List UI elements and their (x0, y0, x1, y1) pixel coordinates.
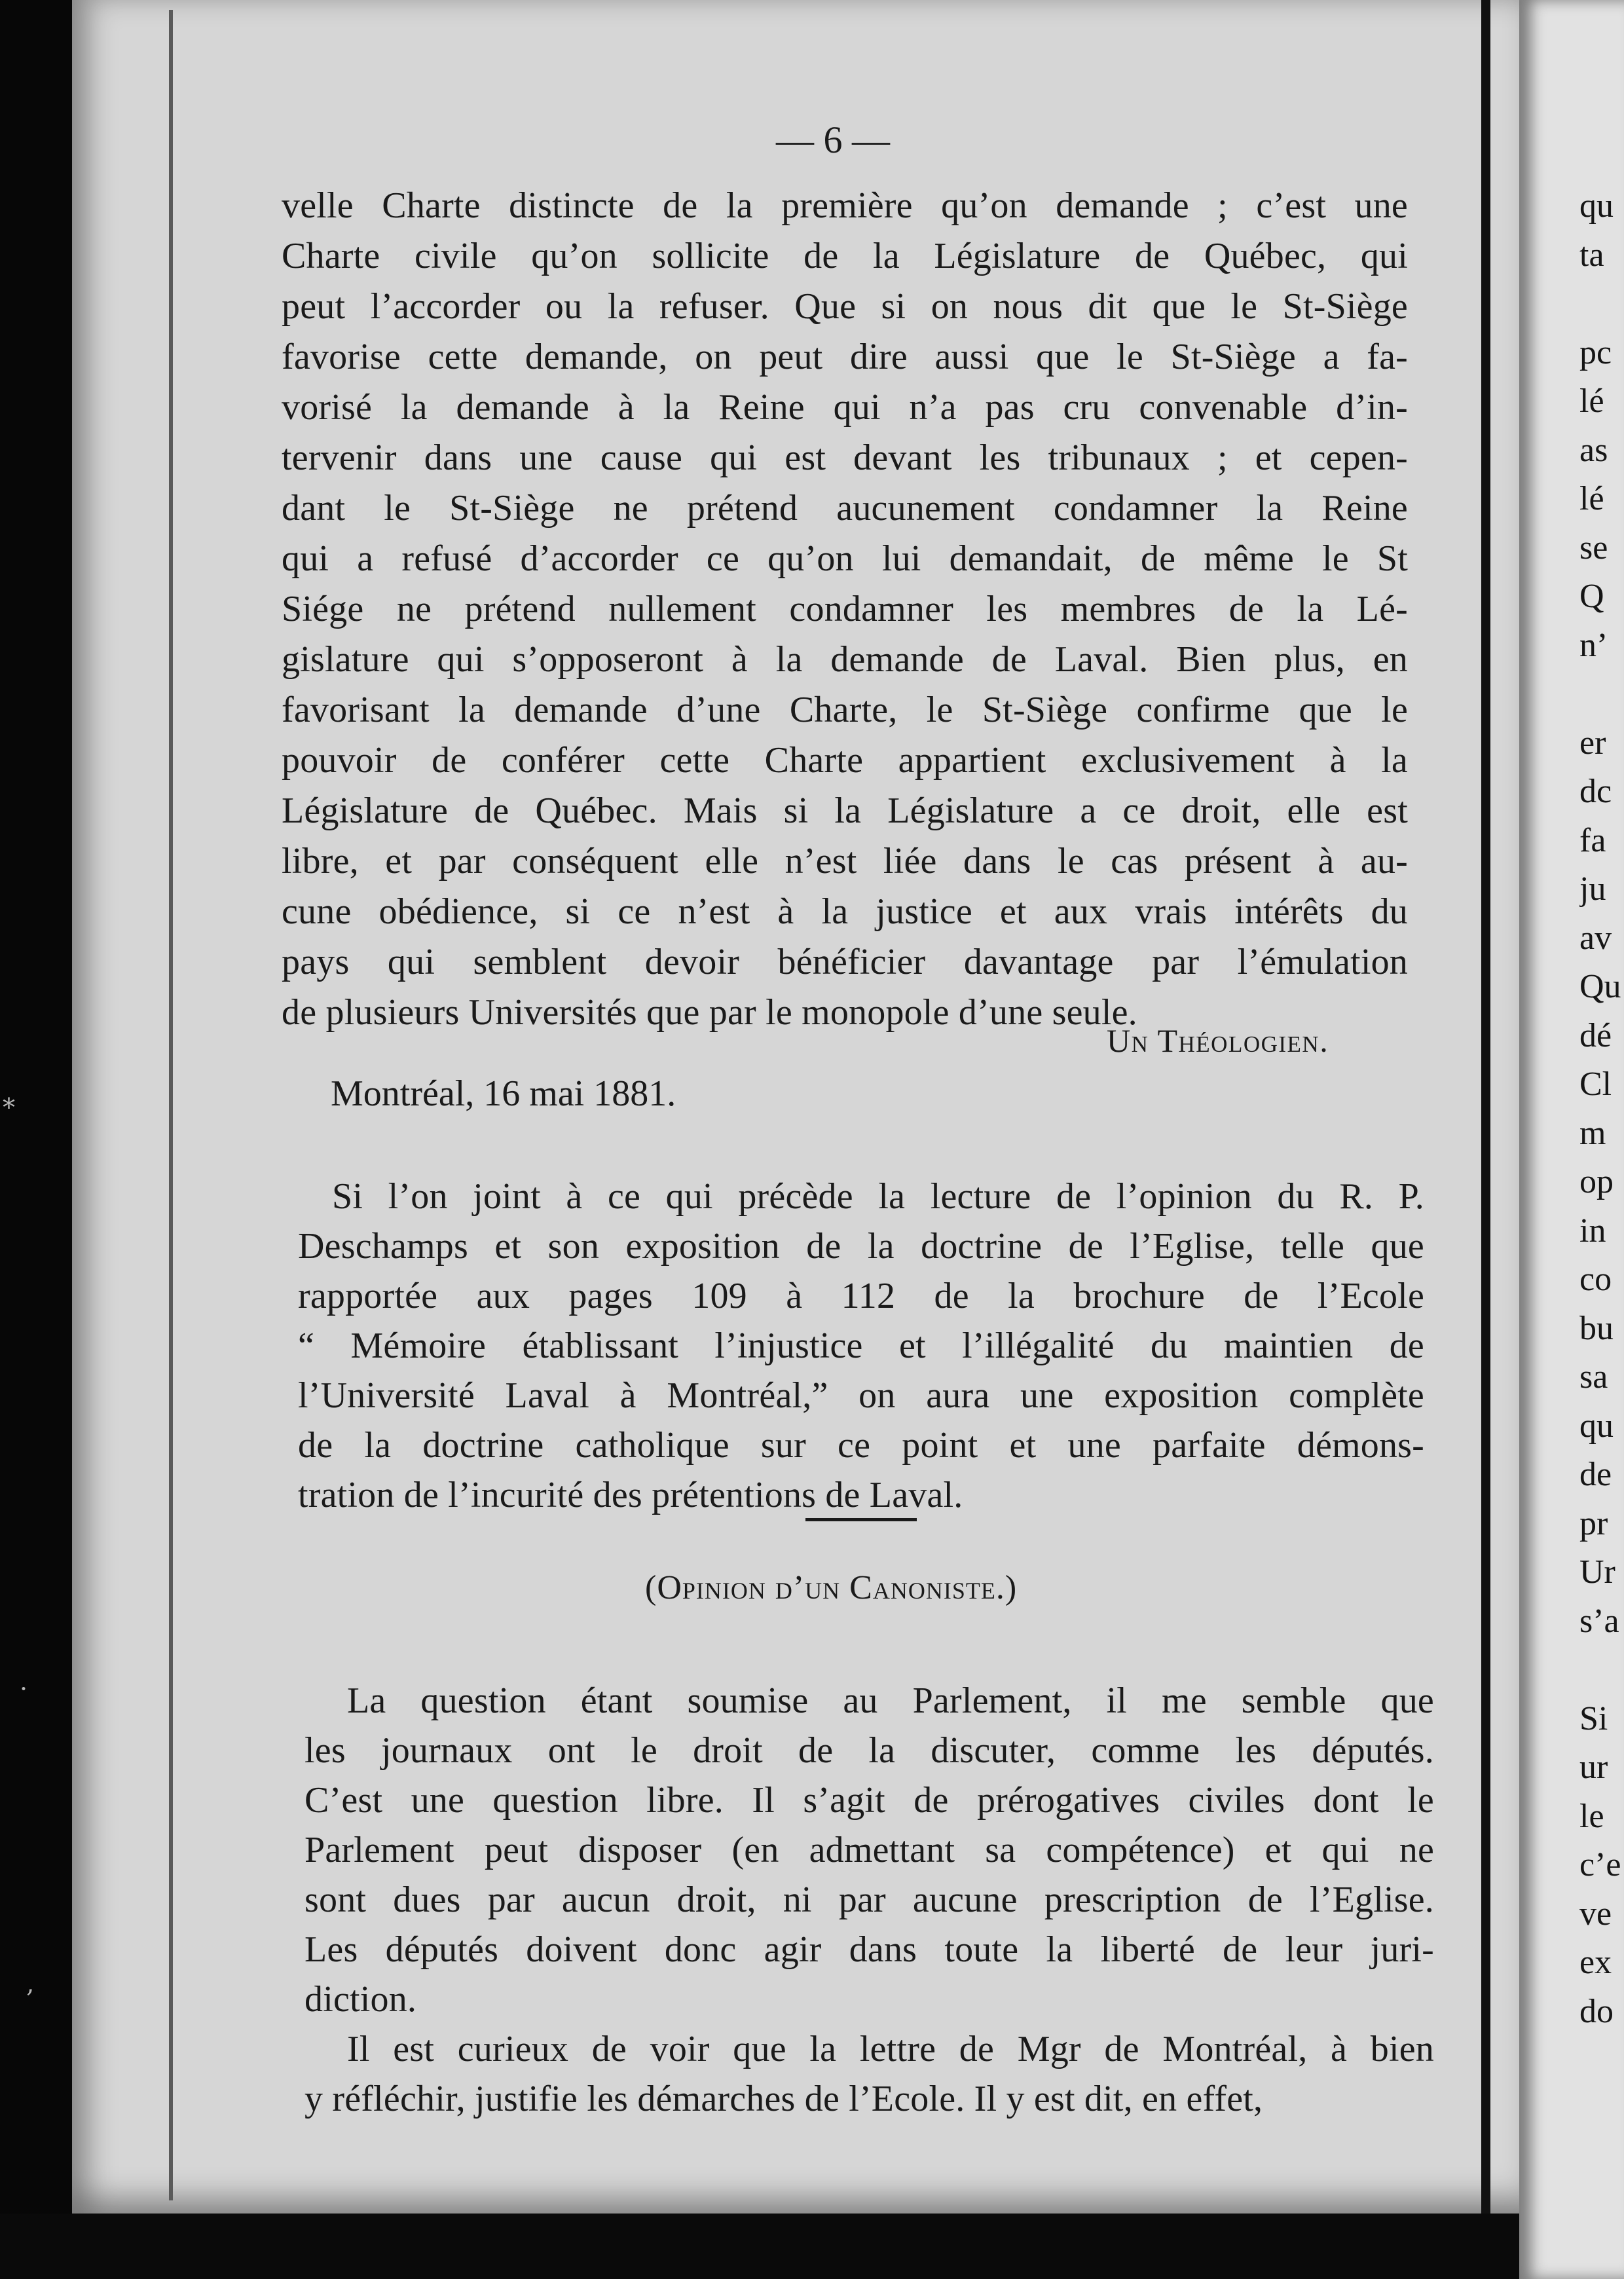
section-separator-rule (805, 1518, 917, 1521)
next-page-fragment: ju (1579, 870, 1606, 908)
text-line: sont dues par aucun droit, ni par aucune prescription de l’Eglise. (304, 1880, 1434, 1920)
next-page-fragment: Qu (1579, 968, 1621, 1005)
next-page-fragment: av (1579, 919, 1612, 957)
next-page-fragment: pr (1579, 1504, 1608, 1542)
next-page-fragment: Cl (1579, 1065, 1612, 1103)
text-line: vorisé la demande à la Reine qui n’a pas cru convenable d’in- (282, 387, 1408, 428)
text-line: favorisant la demande d’une Charte, le St-Siège confirme que le (282, 690, 1408, 730)
next-page-fragment: qu (1579, 1407, 1614, 1445)
text-line: diction. (304, 1979, 417, 2020)
next-page-fragment: n’ (1579, 626, 1608, 664)
next-page-fragment: se (1579, 528, 1608, 566)
next-page-fragment: bu (1579, 1309, 1614, 1347)
text-line: libre, et par conséquent elle n’est liée dans le cas présent à au- (282, 841, 1408, 881)
section-heading: (Opinion d’un Canoniste.) (645, 1569, 1018, 1606)
next-page-fragment: qu (1579, 187, 1614, 225)
margin-mark: * (3, 1093, 15, 1122)
text-line: Siége ne prétend nullement condamner les membres de la Lé- (282, 589, 1408, 629)
next-page-fragment: op (1579, 1163, 1614, 1200)
text-line: de la doctrine catholique sur ce point et une parfaite démons- (298, 1425, 1424, 1466)
next-page-fragment: as (1579, 431, 1608, 469)
text-line: La question étant soumise au Parlement, il me semble que (347, 1680, 1434, 1721)
text-line: Les députés doivent donc agir dans toute la liberté de leur juri- (304, 1929, 1434, 1970)
text-line: Il est curieux de voir que la lettre de Mgr de Montréal, à bien (347, 2029, 1434, 2069)
next-page-fragment: lé (1579, 382, 1604, 420)
page-number: — 6 — (776, 119, 890, 161)
text-line: favorise cette demande, on peut dire aussi que le St-Siège a fa- (282, 337, 1408, 377)
text-line: de plusieurs Universités que par le monopole d’une seule. (282, 992, 1137, 1033)
page-fold-line (169, 10, 173, 2200)
dateline: Montréal, 16 mai 1881. (331, 1073, 676, 1114)
text-line: peut l’accorder ou la refuser. Que si on nous dit que le St-Siège (282, 286, 1408, 327)
next-page-fragment: s’a (1579, 1602, 1619, 1640)
margin-mark: · (20, 1675, 28, 1703)
next-page-fragment: dc (1579, 773, 1612, 810)
next-page-fragment: do (1579, 1992, 1614, 2030)
next-page-fragment: in (1579, 1212, 1606, 1250)
page-edge-shadow (1481, 0, 1490, 2240)
text-line: “ Mémoire établissant l’injustice et l’illégalité du maintien de (298, 1325, 1424, 1366)
next-page-fragment: fa (1579, 821, 1606, 859)
text-line: dant le St-Siège ne prétend aucunement condamner la Reine (282, 488, 1408, 528)
text-line: Parlement peut disposer (en admettant sa compétence) et qui ne (304, 1830, 1434, 1870)
text-line: C’est une question libre. Il s’agit de prérogatives civiles dont le (304, 1780, 1434, 1821)
next-page-fragment: m (1579, 1114, 1606, 1152)
next-page-fragment: Ur (1579, 1553, 1615, 1591)
next-page-fragment: sa (1579, 1358, 1608, 1396)
text-line: y réfléchir, justifie les démarches de l’Ecole. Il y est dit, en effet, (304, 2079, 1263, 2119)
next-page-fragment: ur (1579, 1749, 1608, 1786)
next-page-fragment: de (1579, 1456, 1612, 1493)
text-line: Deschamps et son exposition de la doctrine de l’Eglise, telle que (298, 1226, 1424, 1267)
text-line: tervenir dans une cause qui est devant les tribunaux ; et cepen- (282, 437, 1408, 478)
text-line: pouvoir de conférer cette Charte appartient exclusivement à la (282, 740, 1408, 781)
text-line: Si l’on joint à ce qui précède la lecture de l’opinion du R. P. (332, 1176, 1424, 1217)
text-line: Législature de Québec. Mais si la Législature a ce droit, elle est (282, 790, 1408, 831)
next-page-fragment: co (1579, 1261, 1612, 1298)
text-line: rapportée aux pages 109 à 112 de la brochure de l’Ecole (298, 1276, 1424, 1316)
text-line: les journaux ont le droit de la discuter, comme les députés. (304, 1730, 1434, 1771)
next-page-fragment: ex (1579, 1944, 1612, 1981)
next-page-fragment: Q (1579, 578, 1604, 615)
text-line: tration de l’incurité des prétentions de Laval. (298, 1475, 963, 1515)
text-line: cune obédience, si ce n’est à la justice et aux vrais intérêts du (282, 891, 1408, 932)
signature: Un Théologien. (1107, 1022, 1329, 1059)
text-line: qui a refusé d’accorder ce qu’on lui demandait, de même le St (282, 538, 1408, 579)
text-line: velle Charte distincte de la première qu’on demande ; c’est une (282, 185, 1408, 226)
next-page-fragment: ta (1579, 236, 1604, 274)
text-line: gislature qui s’opposeront à la demande de Laval. Bien plus, en (282, 639, 1408, 680)
next-page-fragment: c’e (1579, 1846, 1621, 1883)
text-line: Charte civile qu’on sollicite de la Législature de Québec, qui (282, 236, 1408, 276)
next-page-fragment: lé (1579, 480, 1604, 517)
next-page-fragment: ve (1579, 1895, 1612, 1933)
bottom-dark-band (0, 2214, 1519, 2279)
text-line: l’Université Laval à Montréal,” on aura une exposition complète (298, 1375, 1424, 1416)
text-line: pays qui semblent devoir bénéficier davantage par l’émulation (282, 942, 1408, 982)
next-page-fragment: er (1579, 724, 1606, 762)
next-page-fragment: Si (1579, 1699, 1608, 1737)
left-dark-margin (0, 0, 72, 2279)
next-page-fragment: le (1579, 1797, 1604, 1835)
next-page-fragment: pc (1579, 333, 1612, 371)
margin-mark: ‚ (26, 1969, 35, 1998)
next-page-fragment: dé (1579, 1016, 1612, 1054)
